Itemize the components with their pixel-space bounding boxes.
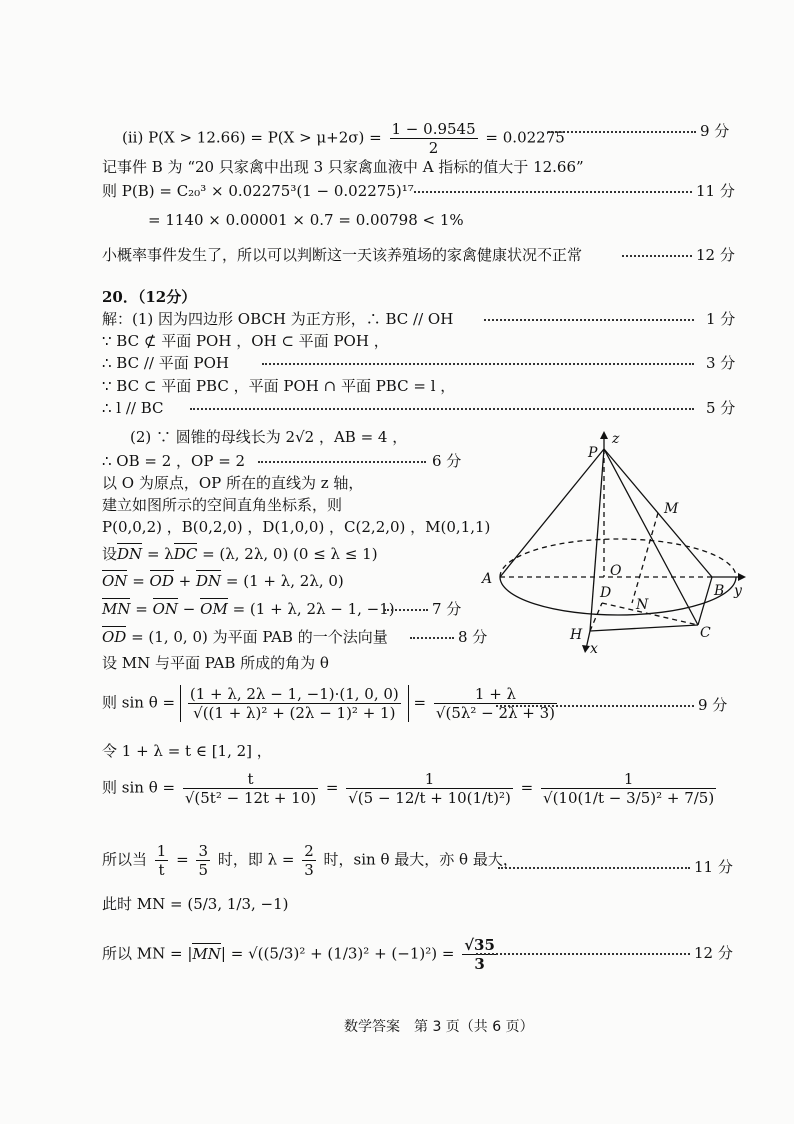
line-bc-parallel-plane: ∴ BC // 平面 POH bbox=[102, 354, 229, 372]
line-conclusion: 小概率事件发生了，所以可以判断这一天该养殖场的家禽健康状况不正常 bbox=[102, 246, 583, 264]
frac-den: 2 bbox=[428, 139, 439, 157]
label-z: z bbox=[612, 431, 620, 447]
label-p: P bbox=[588, 445, 598, 461]
leader-dots bbox=[414, 191, 692, 193]
line-mn-final: 此时 MN = (5/3, 1/3, −1) bbox=[102, 895, 289, 913]
frac-num: √35 bbox=[464, 936, 495, 954]
edge-hc bbox=[590, 625, 698, 631]
text-segment: = bbox=[520, 778, 534, 797]
frac-den: √(5λ² − 2λ + 3) bbox=[435, 704, 556, 722]
base-ellipse-front bbox=[500, 577, 736, 615]
label-x: x bbox=[590, 641, 598, 657]
fraction bbox=[302, 842, 316, 879]
label-y: y bbox=[734, 583, 742, 599]
frac-den: √(5t² − 12t + 10) bbox=[184, 789, 317, 807]
frac-den: t bbox=[158, 861, 165, 879]
vector-dn: DN bbox=[117, 545, 143, 563]
label-a: A bbox=[482, 571, 493, 587]
text-segment: = bbox=[130, 600, 153, 618]
frac-num: (1 + λ, 2λ − 1, −1)·(1, 0, 0) bbox=[189, 685, 399, 703]
line-ob-op: ∴ OB = 2 ，OP = 2 bbox=[102, 452, 246, 470]
leader-dots bbox=[548, 131, 696, 133]
line-plane-intersection: ∵ BC ⊂ 平面 PBC ，平面 POH ∩ 平面 PBC = l ， bbox=[102, 377, 456, 395]
line-l-parallel-bc: ∴ l // BC bbox=[102, 399, 164, 417]
prob-ii-lhs: (ii) P(X > 12.66) = P(X > μ+2σ) = bbox=[122, 128, 382, 147]
vector-od: OD bbox=[102, 628, 127, 646]
text-segment: = (1 + λ, 2λ, 0) bbox=[221, 572, 344, 590]
leader-dots bbox=[262, 363, 694, 365]
line-prob-ii bbox=[122, 120, 565, 157]
edge-pa bbox=[500, 449, 604, 577]
text-segment: = bbox=[127, 572, 150, 590]
text-segment: = bbox=[325, 778, 339, 797]
leader-dots bbox=[410, 637, 454, 639]
frac-den: √(5 − 12/t + 10(1/t)²) bbox=[348, 789, 511, 807]
frac-den: 3 bbox=[304, 861, 314, 879]
fraction bbox=[155, 842, 169, 879]
leader-dots bbox=[384, 609, 428, 611]
frac-num: 1 bbox=[346, 770, 513, 789]
frac-den: 3 bbox=[474, 955, 485, 973]
fraction bbox=[434, 685, 557, 722]
text-segment: 则 sin θ = bbox=[102, 778, 176, 797]
text-segment: = λ bbox=[142, 545, 174, 563]
score-9-b: 9 分 bbox=[698, 696, 728, 714]
leader-dots bbox=[476, 953, 690, 955]
label-h: H bbox=[570, 627, 583, 643]
score-8: 8 分 bbox=[458, 628, 488, 646]
label-o: O bbox=[610, 563, 622, 579]
line-origin: 以 O 为原点，OP 所在的直线为 z 轴， bbox=[102, 474, 364, 492]
segment-dc bbox=[602, 603, 698, 625]
frac-num: 1 bbox=[541, 770, 716, 789]
line-normal-vector bbox=[102, 628, 388, 646]
line-dn-vector bbox=[102, 545, 378, 563]
vector-od: OD bbox=[149, 572, 174, 590]
vector-dn: DN bbox=[195, 572, 222, 590]
line-event-b: 记事件 B 为 “20 只家禽中出现 3 只家禽血液中 A 指标的值大于 12.66” bbox=[102, 158, 584, 176]
line-point-coordinates: P(0,0,2) ，B(0,2,0) ，D(1,0,0) ，C(2,2,0) ，M(0,1,1) bbox=[102, 518, 491, 536]
score-11-a: 11 分 bbox=[696, 182, 735, 200]
frac-den: 5 bbox=[198, 861, 209, 879]
line-sin-theta bbox=[102, 685, 560, 722]
score-12-a: 12 分 bbox=[696, 246, 735, 264]
arrow-x bbox=[582, 645, 590, 653]
text-segment: = (1 + λ, 2λ − 1, −1) bbox=[227, 600, 395, 618]
vector-dc: DC bbox=[173, 545, 198, 563]
text-segment: | = √((5/3)² + (1/3)² + (−1)²) = bbox=[220, 944, 455, 963]
vector-on: ON bbox=[102, 572, 128, 590]
text-segment: = bbox=[413, 693, 427, 712]
leader-dots bbox=[498, 867, 690, 869]
line-prob-b: 则 P(B) = C₂₀³ × 0.02275³(1 − 0.02275)¹⁷ bbox=[102, 182, 414, 200]
abs-value bbox=[180, 685, 409, 722]
label-c: C bbox=[700, 625, 711, 641]
text-segment: 时，即 λ = bbox=[217, 850, 295, 869]
leader-dots bbox=[190, 408, 694, 410]
arrow-z bbox=[600, 431, 608, 439]
leader-dots bbox=[622, 255, 692, 257]
line-mn-length bbox=[102, 936, 500, 973]
score-5: 5 分 bbox=[706, 399, 736, 417]
text-segment: 则 sin θ = bbox=[102, 693, 176, 712]
line-mn-vector bbox=[102, 600, 395, 618]
fraction bbox=[196, 842, 210, 879]
frac-num: 1 bbox=[156, 842, 167, 860]
fraction bbox=[541, 770, 716, 807]
text-segment: = bbox=[176, 850, 189, 869]
page-footer: 数学答案 第 3 页（共 6 页） bbox=[344, 1019, 534, 1035]
score-12-b: 12 分 bbox=[694, 944, 733, 962]
prob-ii-fraction bbox=[390, 120, 478, 157]
line-sin-theta-t bbox=[102, 770, 719, 807]
line-bc-not-in-plane: ∵ BC ⊄ 平面 POH ，OH ⊂ 平面 POH ， bbox=[102, 332, 389, 350]
fraction bbox=[346, 770, 513, 807]
label-m: M bbox=[664, 501, 679, 517]
frac-den: √(10(1/t − 3/5)² + 7/5) bbox=[543, 789, 715, 807]
line-coordinate-system: 建立如图所示的空间直角坐标系，则 bbox=[102, 496, 343, 514]
frac-num: 3 bbox=[198, 842, 209, 860]
score-6: 6 分 bbox=[432, 452, 462, 470]
frac-num: 1 − 0.9545 bbox=[391, 120, 476, 138]
text-segment: 时，sin θ 最大，亦 θ 最大， bbox=[323, 850, 518, 869]
score-11-b: 11 分 bbox=[694, 858, 733, 876]
frac-num: 1 + λ bbox=[434, 685, 557, 704]
text-segment: 所以当 bbox=[102, 850, 148, 869]
score-3: 3 分 bbox=[706, 354, 736, 372]
line-substitution: 令 1 + λ = t ∈ [1, 2] ， bbox=[102, 742, 272, 760]
arrow-y bbox=[738, 573, 746, 581]
text-segment: 所以 MN = | bbox=[102, 944, 193, 963]
cone-figure bbox=[472, 425, 762, 657]
text-segment: = (1, 0, 0) 为平面 PAB 的一个法向量 bbox=[126, 628, 388, 646]
vector-mn: MN bbox=[102, 600, 131, 618]
leader-dots bbox=[496, 705, 694, 707]
leader-dots bbox=[484, 319, 694, 321]
line-part-2: (2) ∵ 圆锥的母线长为 2√2 ，AB = 4 ， bbox=[130, 428, 408, 446]
text-segment: 设 bbox=[102, 545, 118, 563]
fraction bbox=[188, 685, 401, 722]
score-7: 7 分 bbox=[432, 600, 462, 618]
prob-ii-result: = 0.02275 bbox=[485, 128, 565, 147]
label-b: B bbox=[714, 583, 725, 599]
line-prob-b-value: = 1140 × 0.00001 × 0.7 = 0.00798 < 1% bbox=[148, 211, 464, 229]
vector-mn: MN bbox=[192, 944, 221, 963]
frac-num: 2 bbox=[304, 842, 314, 860]
line-max-condition bbox=[102, 842, 518, 879]
text-segment: − bbox=[178, 600, 201, 618]
vector-on: ON bbox=[152, 600, 179, 618]
question-20-heading: 20．（12分） bbox=[102, 288, 197, 306]
label-n: N bbox=[636, 597, 649, 613]
line-angle-theta: 设 MN 与平面 PAB 所成的角为 θ bbox=[102, 654, 329, 672]
vector-om: OM bbox=[200, 600, 228, 618]
fraction bbox=[183, 770, 318, 807]
score-9-a: 9 分 bbox=[700, 122, 730, 140]
edge-pc bbox=[604, 449, 698, 625]
score-1: 1 分 bbox=[706, 310, 736, 328]
leader-dots bbox=[258, 461, 426, 463]
label-d: D bbox=[600, 585, 612, 601]
text-segment: = (λ, 2λ, 0) (0 ≤ λ ≤ 1) bbox=[197, 545, 378, 563]
text-segment: + bbox=[173, 572, 196, 590]
frac-num: t bbox=[183, 770, 318, 789]
line-on-vector bbox=[102, 572, 344, 590]
frac-den: √((1 + λ)² + (2λ − 1)² + 1) bbox=[193, 704, 396, 722]
line-solution-1: 解：(1) 因为四边形 OBCH 为正方形，∴ BC // OH bbox=[102, 310, 454, 328]
